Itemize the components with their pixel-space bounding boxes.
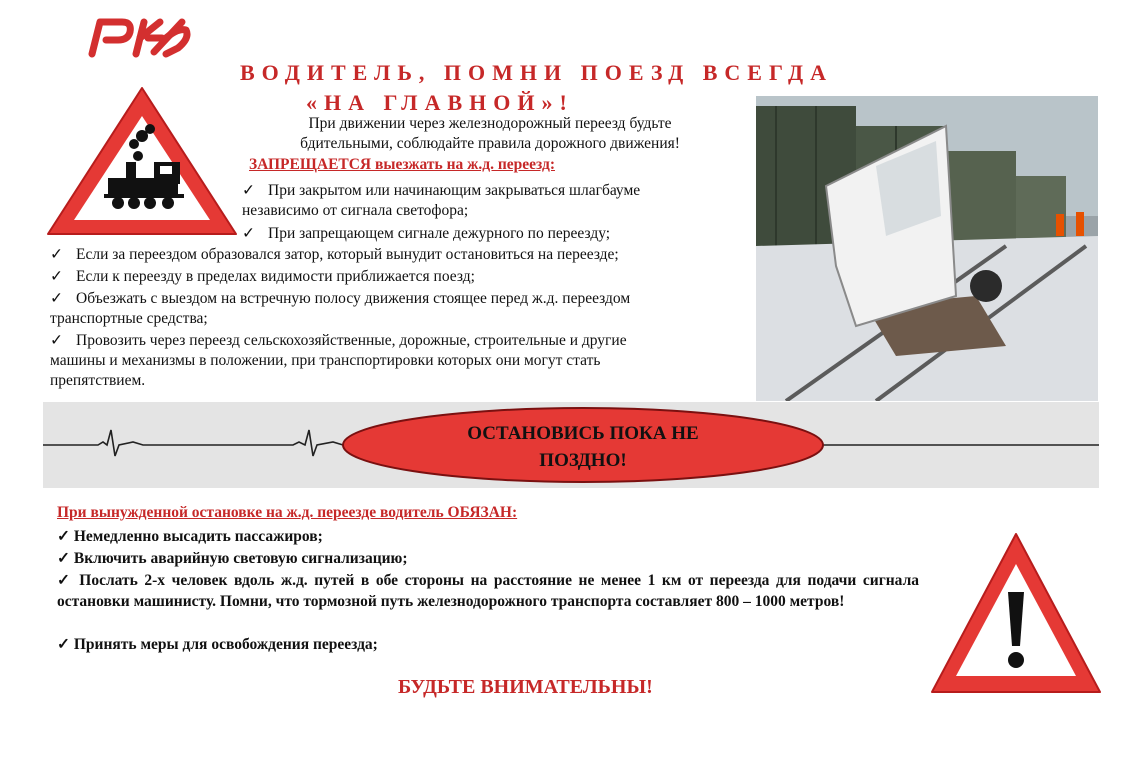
crossing-accident-photo (756, 96, 1098, 401)
forbidden-rule (50, 267, 750, 287)
check-icon: ✓ (50, 246, 63, 263)
intro-text (240, 114, 740, 154)
obligation-text: Включить аварийную световую сигнализацию; (73, 550, 408, 567)
check-icon: ✓ (57, 550, 70, 567)
obligation-item (57, 526, 917, 547)
intro-line-2: бдительными, соблюдайте правила дорожного движения! (300, 135, 680, 152)
rule-text: транспортные средства; (50, 310, 208, 327)
intro-line-1: При движении через железнодорожный переезд будьте (308, 115, 672, 132)
obligation-text: Послать 2-х человек вдоль ж.д. путей в обе стороны на расстояние не менее 1 км от переезда для подачи сигнала остановки машинисту. Помни, что тормозной путь железнодорожного транспорта составляет 800 – 1000 метров! (57, 572, 920, 610)
stop-banner-text (440, 420, 726, 474)
rule-text: Если за переездом образовался затор, который вынудит остановиться на переезде; (76, 246, 619, 263)
check-icon: ✓ (242, 182, 255, 199)
closing-warning: БУДЬТЕ ВНИМАТЕЛЬНЫ! (398, 676, 653, 698)
rule-text: машины и механизмы в положении, при транспортировки которых они могут стать (50, 352, 601, 369)
headline-line-2: «НА ГЛАВНОЙ»! (306, 90, 574, 115)
rule-text: Провозить через переезд сельскохозяйственные, дорожные, строительные и другие (76, 332, 627, 349)
rule-text: независимо от сигнала светофора; (242, 202, 469, 219)
check-icon: ✓ (50, 332, 63, 349)
check-icon: ✓ (242, 225, 255, 242)
exclamation-warning-icon (928, 528, 1104, 704)
obligations-title: При вынужденной остановке на ж.д. переезде водитель ОБЯЗАН: (57, 504, 518, 521)
forbidden-title: ЗАПРЕЩАЕТСЯ выезжать на ж.д. переезд: (249, 156, 555, 173)
railway-crossing-warning-icon (42, 82, 242, 242)
rule-text: При запрещающем сигнале дежурного по переезду; (268, 225, 611, 242)
obligation-text: Принять меры для освобождения переезда; (73, 636, 378, 653)
forbidden-rule (50, 245, 750, 265)
rule-text: При закрытом или начинающим закрываться шлагбауме (268, 182, 641, 199)
check-icon: ✓ (50, 268, 63, 285)
check-icon: ✓ (50, 290, 63, 307)
rzd-logo (82, 8, 194, 58)
rule-text: Объезжать с выездом на встречную полосу движения стоящее перед ж.д. переездом (76, 290, 631, 307)
rule-text: препятствием. (50, 372, 146, 389)
forbidden-rule (50, 331, 755, 391)
obligation-item (57, 634, 917, 655)
stop-banner-line-2: ПОЗДНО! (539, 450, 627, 471)
forbidden-rule (50, 289, 755, 329)
forbidden-rule (242, 181, 742, 221)
check-icon: ✓ (57, 572, 73, 589)
obligation-text: Немедленно высадить пассажиров; (73, 528, 323, 545)
rule-text: Если к переезду в пределах видимости приближается поезд; (76, 268, 475, 285)
headline-line-1: ВОДИТЕЛЬ, ПОМНИ ПОЕЗД ВСЕГДА (240, 60, 834, 85)
obligation-item (57, 570, 919, 612)
forbidden-rule (242, 224, 742, 244)
check-icon: ✓ (57, 528, 70, 545)
check-icon: ✓ (57, 636, 70, 653)
stop-banner-line-1: ОСТАНОВИСЬ ПОКА НЕ (467, 423, 699, 444)
obligation-item (57, 548, 917, 569)
